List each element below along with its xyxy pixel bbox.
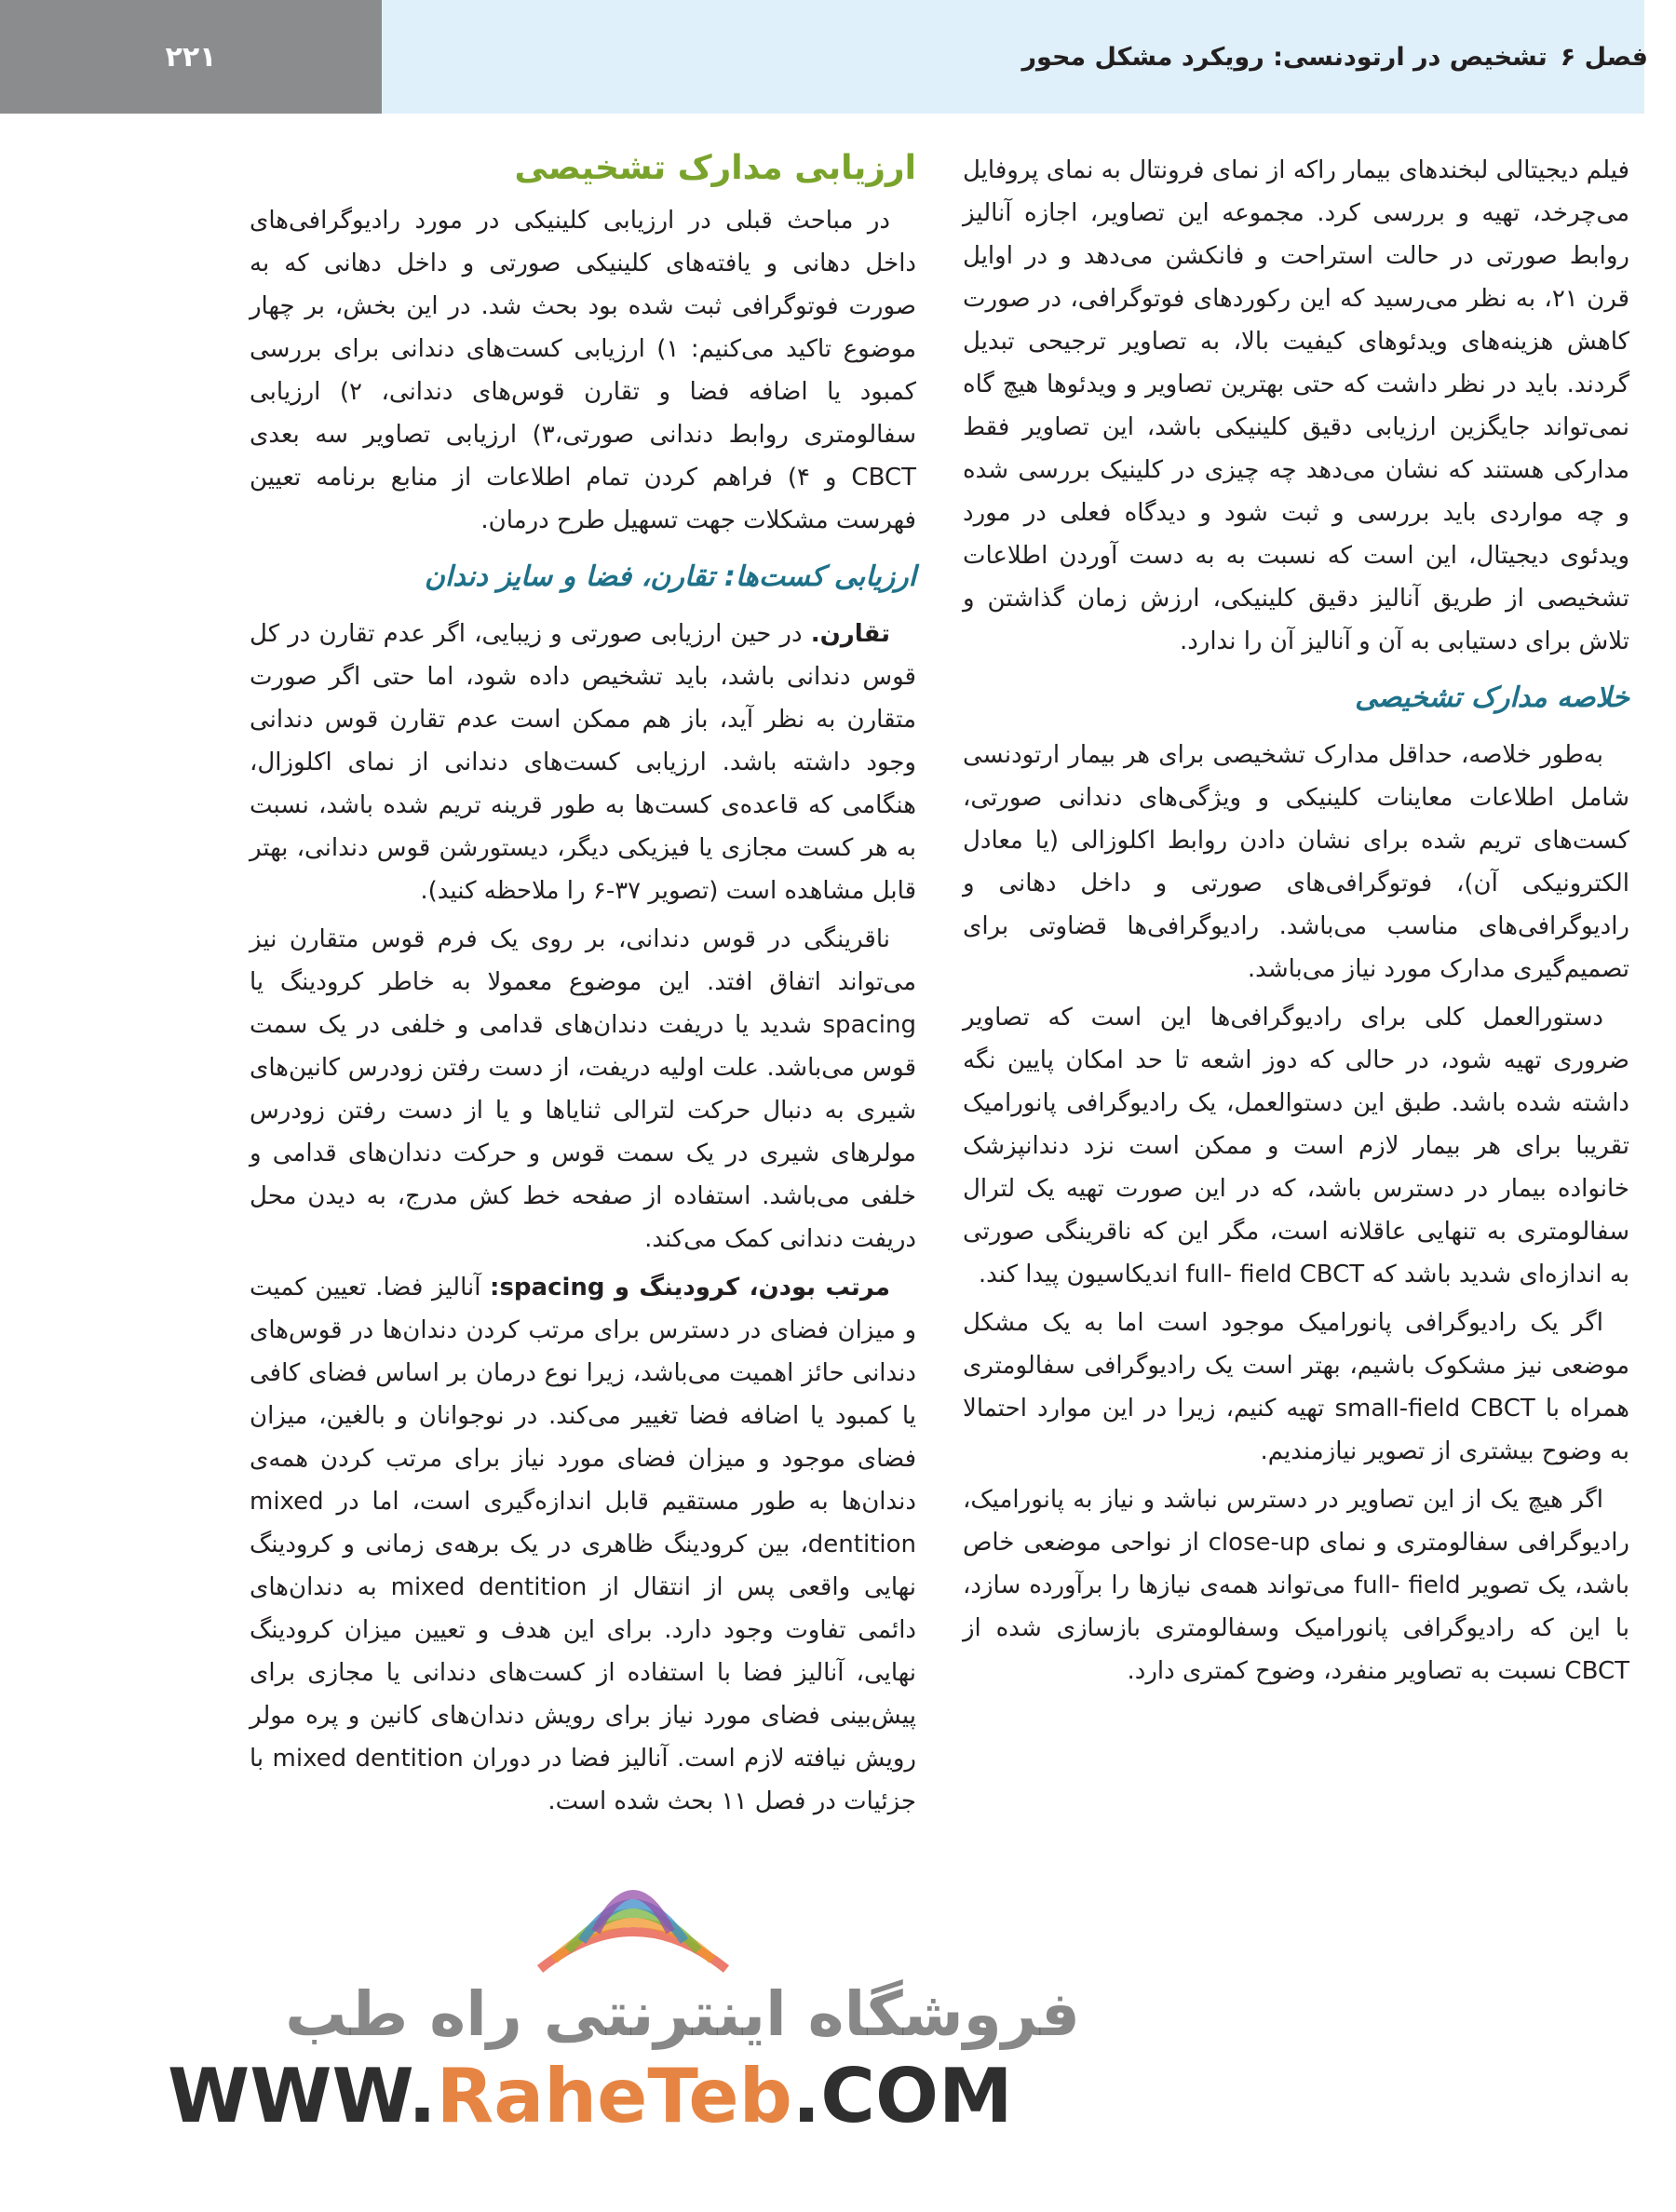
paragraph-alignment bbox=[250, 1266, 916, 1823]
chapter-title-text: تشخیص در ارتودنسی: رویکرد مشکل محور bbox=[1021, 42, 1548, 72]
runin-alignment: مرتب بودن، کرودینگ و spacing: bbox=[490, 1274, 891, 1302]
right-text-column bbox=[963, 149, 1629, 1698]
watermark-url bbox=[168, 2053, 1013, 2139]
left-text-column bbox=[250, 149, 916, 1828]
page-number: ۲۲۱ bbox=[165, 40, 217, 74]
section-heading-evaluation: ارزیابی مدارک تشخیصی bbox=[514, 149, 916, 187]
paragraph-symmetry bbox=[250, 613, 916, 912]
watermark-url-brand: RaheTeb bbox=[436, 2053, 792, 2139]
chapter-running-title bbox=[1021, 0, 1648, 114]
subsection-heading-casts: ارزیابی کست‌ها: تقارن، فضا و سایز دندان bbox=[424, 560, 916, 593]
book-logo-icon bbox=[521, 1839, 745, 1988]
paragraph-radiography-guideline: دستورالعمل کلی برای رادیوگرافی‌ها این است که تصاویر ضروری تهیه شود، در حالی که دوز اشعه تا حد امکان پایین نگه داشته شده باشد. طبق این دستوالعمل، یک رادیوگرافی پانورامیک تقریبا برای هر بیمار لازم است و ممکن است نزد دندانپزشک خانواده بیمار در دسترس باشد، که در این صورت تهیه یک لترال سفالومتری به تنهایی عاقلانه است، مگر این که ناقرینگی صورتی به اندازه‌ای شدید باشد که full- field CBCT اندیکاسیون پیدا کند. bbox=[963, 1004, 1629, 1288]
paragraph-panoramic-available: اگر یک رادیوگرافی پانورامیک موجود است اما به یک مشکل موضعی نیز مشکوک باشیم، بهتر است یک رادیوگرافی سفالومتری همراه با small-field CBCT تهیه کنیم، زیرا در این موارد احتمالا به وضوح بیشتری از تصویر نیازمندیم. bbox=[963, 1309, 1630, 1465]
section-heading-summary: خلاصه مدارک تشخیصی bbox=[1355, 681, 1629, 714]
paragraph-asymmetry: ناقرینگی در قوس دندانی، بر روی یک فرم قوس متقارن نیز می‌تواند اتفاق افتد. این موضوع معمولا به خاطر کرودینگ یا spacing شدید یا دریفت دندان‌های قدامی و خلفی در یک سمت قوس می‌باشد. علت اولیه دریفت، از دست رفتن زودرس کانین‌های شیری به دنبال حرکت لترالی ثنایاها و یا از دست رفتن زودرس مولرهای شیری در یک سمت قوس و حرکت دندان‌های قدامی و خلفی می‌باشد. استفاده از صفحه خط کش مدرج، به دیدن محل دریفت دندانی کمک می‌کند. bbox=[250, 925, 916, 1253]
watermark-url-suffix: .COM bbox=[791, 2053, 1013, 2139]
watermark-url-prefix: WWW. bbox=[168, 2053, 437, 2139]
watermark bbox=[168, 1839, 1080, 2155]
paragraph-full-field: اگر هیچ یک از این تصاویر در دسترس نباشد و نیاز به پانورامیک، رادیوگرافی سفالومتری و نمای close-up از نواحی موضعی خاص باشد، یک تصویر full- field می‌تواند همه‌ی نیازها را برآورده سازد، با این که رادیوگرافی پانورامیک وسفالومتری بازسازی شده از CBCT نسبت به تصاویر منفرد، وضوح کمتری دارد. bbox=[963, 1486, 1629, 1685]
alignment-text: آنالیز فضا. تعیین کمیت و میزان فضای در دسترس برای مرتب کردن دندان‌ها در قوس‌های دندانی حائز اهمیت می‌باشد، زیرا نوع درمان بر اساس فضای کافی یا کمبود یا اضافه فضا تغییر می‌کند. در نوجوانان و بالغین، میزان فضای موجود و میزان فضای مورد نیاز برای مرتب کردن همه‌ی دندان‌ها به طور مستقیم قابل اندازه‌گیری است، اما در mixed dentition، بین کرودینگ ظاهری در یک برهه‌ی زمانی و کرودینگ نهایی واقعی پس از انتقال از mixed dentition به دندان‌های دائمی تفاوت وجود دارد. برای این هدف و تعیین میزان کرودینگ نهایی، آنالیز فضا با استفاده از کست‌های دندانی یا مجازی برای پیش‌بینی فضای مورد نیاز برای رویش دندان‌های کانین و پره مولر رویش نیافته لازم است. آنالیز فضا در دوران mixed dentition با جزئیات در فصل ۱۱ بحث شده است. bbox=[250, 1274, 917, 1815]
runin-symmetry: تقارن. bbox=[810, 620, 890, 648]
chapter-label: فصل ۶ bbox=[1560, 42, 1648, 72]
paragraph-video-records: فیلم دیجیتالی لبخندهای بیمار راکه از نمای فرونتال به نمای پروفایل می‌چرخد، تهیه و بررسی کرد. مجموعه این تصاویر، اجازه آنالیز روابط صورتی در حالت استراحت و فانکشن می‌دهد و در اوایل قرن ۲۱، به نظر می‌رسید که این رکوردهای فوتوگرافی، در صورت کاهش هزینه‌های ویدئوهای کیفیت بالا، به تصاویر ترجیحی تبدیل گردند. باید در نظر داشت که حتی بهترین تصاویر و ویدئوها هیچ گاه نمی‌تواند جایگزین ارزیابی دقیق کلینیکی باشد، این تصاویر فقط مدارکی هستند که نشان می‌دهد چه چیزی در کلینیک بررسی شده و چه مواردی باید بررسی و ثبت شود و دیدگاه فعلی در مورد ویدئوی دیجیتال، این است که نسبت به به دست آوردن اطلاعات تشخیصی از طریق آنالیز دقیق کلینیکی، ارزش زمان گذاشتن و تلاش برای دستیابی به آن و آنالیز آن را ندارد. bbox=[963, 156, 1629, 655]
paragraph-summary: به‌طور خلاصه، حداقل مدارک تشخیصی برای هر بیمار ارتودنسی شامل اطلاعات معاینات کلینیکی و ویژگی‌های دندانی صورتی، کست‌های تریم شده برای نشان دادن روابط اکلوزالی (یا معادل الکترونیکی آن)، فوتوگرافی‌های صورتی و داخل دهانی و رادیوگرافی‌های مناسب می‌باشد. رادیوگرافی‌ها قضاوتی برای تصمیم‌گیری مدارک مورد نیاز می‌باشد. bbox=[963, 741, 1629, 983]
paragraph-evaluation-intro: در مباحث قبلی در ارزیابی کلینیکی در مورد رادیوگرافی‌های داخل دهانی و یافته‌های کلینیکی صورتی و داخل دهانی که به صورت فوتوگرافی ثبت شده بود بحث شد. در این بخش، بر چهار موضوع تاکید می‌کنیم: ۱) ارزیابی کست‌های دندانی برای بررسی کمبود یا اضافه فضا و تقارن قوس‌های دندانی، ۲) ارزیابی سفالومتری روابط دندانی صورتی،۳) ارزیابی تصاویر سه بعدی CBCT و ۴) فراهم کردن تمام اطلاعات از منابع برنامه تعیین فهرست مشکلات جهت تسهیل طرح درمان. bbox=[250, 207, 916, 534]
symmetry-text: در حین ارزیابی صورتی و زیبایی، اگر عدم تقارن در کل قوس دندانی باشد، باید تشخیص داده شود، اما حتی اگر صورت متقارن به نظر آید، باز هم ممکن است عدم تقارن قوس دندانی وجود داشته باشد. ارزیابی کست‌های دندانی از نمای اکلوزال، هنگامی که قاعده‌ی کست‌ها به طور قرینه تریم شده باشد، نسبت به هر کست مجازی یا فیزیکی دیگر، دیستورشن قوس دندانی، بهتر قابل مشاهده است (تصویر ۳۷-۶ را ملاحظه کنید). bbox=[250, 620, 916, 905]
watermark-store-name: فروشگاه اینترنتی راه طب bbox=[285, 1978, 1080, 2050]
